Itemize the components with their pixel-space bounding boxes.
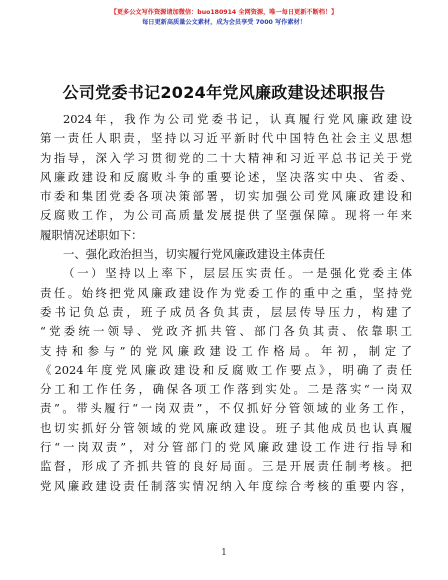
body-line: 反腐败工作，为公司高质量发展提供了坚强保障。现将一年来 [40, 208, 412, 223]
body-line: 风廉政建设和反腐败斗争的重要论述，坚决落实中央、省委、 [40, 169, 412, 184]
body-line: 责任。始终把党风廉政建设作为党委工作的重中之重，坚持党 [40, 285, 412, 300]
body-line: “党委统一领导、党政齐抓共管、部门各负其责、依靠职工 [40, 324, 412, 339]
body-line: 为指导，深入学习贯彻党的二十大精神和习近平总书记关于党 [40, 150, 412, 165]
body-line: 责”。带头履行“一岗双责”，不仅抓好分管领域的业务工作， [40, 401, 412, 416]
body-line: （一）坚持以上率下，层层压实责任。一是强化党委主体 [63, 266, 412, 281]
body-line: 行“一岗双责”，对分管部门的党风廉政建设工作进行指导和 [40, 440, 412, 455]
body-line: 也切实抓好分管领域的党风廉政建设。班子其他成员也认真履 [40, 420, 412, 435]
body-line: 党风廉政建设责任制落实情况纳入年度综合考核的重要内容， [40, 478, 412, 493]
section-heading: 一、强化政治担当，切实履行党风廉政建设主体责任 [63, 247, 325, 262]
body-line: 监督，形成了齐抓共管的良好局面。三是开展责任制考核。把 [40, 459, 412, 474]
page-number: 1 [221, 548, 227, 558]
body-line: 履职情况述职如下： [40, 227, 143, 242]
body-line: 分工和工作任务，确保各项工作落到实处。二是落实“一岗双 [40, 382, 412, 397]
body-line: 2024年，我作为公司党委书记，认真履行党风廉政建设 [63, 112, 412, 126]
body-line: 《2024年度党风廉政建设和反腐败工作要点》，明确了责任 [40, 362, 412, 377]
body-line: 第一责任人职责，坚持以习近平新时代中国特色社会主义思想 [40, 131, 412, 146]
promo-banner [0, 8, 448, 28]
document-body [40, 110, 412, 496]
body-line: 委书记负总责，班子成员各负其责，层层传导压力，构建了 [40, 304, 412, 319]
document-title: 公司党委书记2024年党风廉政建设述职报告 [62, 83, 386, 102]
banner-line-1: 【更多公文写作资源请加微信：buo180914 全网资源，唯一每日更新不断档！】 [110, 9, 338, 16]
banner-line-2: 每日更新高质量公文素材，成为会员享受 7000 写作素材！ [142, 19, 306, 26]
body-line: 支持和参与”的党风廉政建设工作格局。年初，制定了 [40, 343, 412, 358]
body-line: 市委和集团党委各项决策部署，切实加强公司党风廉政建设和 [40, 189, 412, 204]
